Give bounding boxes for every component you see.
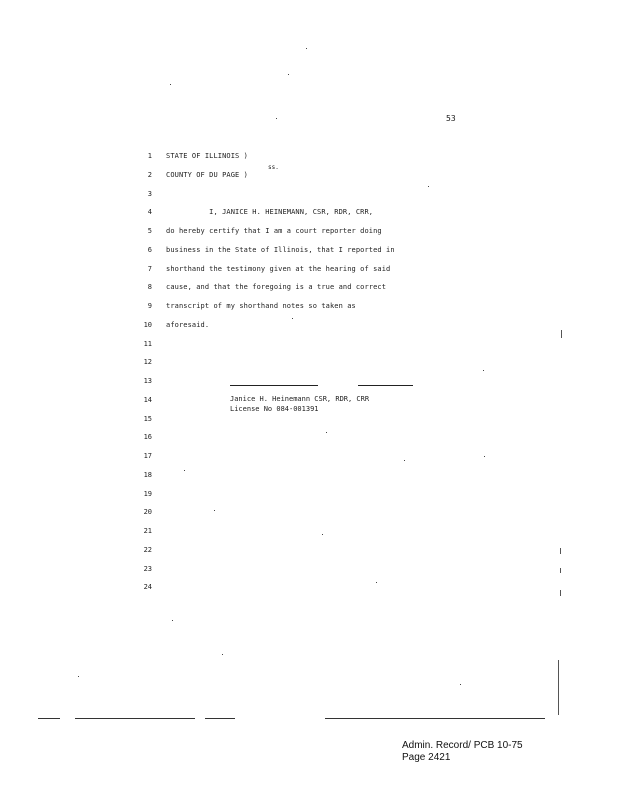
page-number: 53 — [446, 114, 456, 123]
transcript-line-text: STATE OF ILLINOIS ) — [166, 152, 248, 160]
transcript-line-text: COUNTY OF DU PAGE ) — [166, 171, 248, 179]
scan-speck — [170, 84, 171, 85]
scan-speck — [483, 370, 484, 371]
margin-mark — [560, 548, 561, 554]
scan-speck — [376, 582, 377, 583]
scan-speck — [288, 74, 289, 75]
scan-speck — [326, 432, 327, 433]
line-number: 15 — [143, 415, 152, 423]
transcript-line-text: shorthand the testimony given at the hearing of said — [166, 265, 391, 273]
line-number: 4 — [147, 208, 152, 216]
date-line — [358, 385, 413, 386]
transcript-line-text: I, JANICE H. HEINEMANN, CSR, RDR, CRR, — [166, 208, 374, 216]
scan-speck — [404, 460, 405, 461]
line-number: 23 — [143, 565, 152, 573]
line-number: 10 — [143, 321, 152, 329]
scan-speck — [322, 534, 323, 535]
footer-rule — [325, 718, 545, 719]
transcript-line-text: cause, and that the foregoing is a true and correct — [166, 283, 387, 291]
line-number: 3 — [147, 190, 152, 198]
scan-speck — [428, 186, 429, 187]
transcript-line-text: do hereby certify that I am a court reporter doing — [166, 227, 382, 235]
scan-speck — [78, 676, 79, 677]
footer-rule — [205, 718, 235, 719]
scan-speck — [222, 654, 223, 655]
scan-speck — [184, 470, 185, 471]
transcript-line-text: aforesaid. — [166, 321, 210, 329]
line-number: 1 — [147, 152, 152, 160]
margin-mark — [558, 660, 559, 715]
footer-rule — [38, 718, 60, 719]
line-number: 13 — [143, 377, 152, 385]
margin-mark — [561, 330, 562, 338]
stamp-page: Page 2421 — [402, 752, 451, 763]
stamp-record: Admin. Record/ PCB 10-75 — [402, 740, 523, 751]
line-number: 9 — [147, 302, 152, 310]
line-number: 14 — [143, 396, 152, 404]
scan-speck — [172, 620, 173, 621]
reporter-name: Janice H. Heinemann CSR, RDR, CRR — [230, 395, 370, 403]
line-number: 20 — [143, 508, 152, 516]
signature-line — [230, 385, 318, 386]
footer-rule — [75, 718, 195, 719]
license-number: License No 084-001391 — [230, 405, 319, 413]
caption-ss: ss. — [268, 164, 279, 171]
line-number: 24 — [143, 583, 152, 591]
line-number: 11 — [143, 340, 152, 348]
transcript-line-text: business in the State of Illinois, that I reported in — [166, 246, 395, 254]
scan-speck — [292, 318, 293, 319]
line-number: 7 — [147, 265, 152, 273]
scan-speck — [214, 510, 215, 511]
line-number: 17 — [143, 452, 152, 460]
line-number: 6 — [147, 246, 152, 254]
line-number: 2 — [147, 171, 152, 179]
line-number: 5 — [147, 227, 152, 235]
line-number: 12 — [143, 358, 152, 366]
line-number: 18 — [143, 471, 152, 479]
scan-speck — [484, 456, 485, 457]
admin-record-stamp — [402, 740, 523, 764]
transcript-line-text: transcript of my shorthand notes so taken as — [166, 302, 356, 310]
line-number: 21 — [143, 527, 152, 535]
scan-speck — [306, 48, 307, 49]
line-number: 19 — [143, 490, 152, 498]
scan-speck — [276, 118, 277, 119]
margin-mark — [560, 590, 561, 596]
line-number: 22 — [143, 546, 152, 554]
margin-mark — [560, 568, 561, 573]
line-number: 16 — [143, 433, 152, 441]
line-number: 8 — [147, 283, 152, 291]
scan-speck — [460, 684, 461, 685]
